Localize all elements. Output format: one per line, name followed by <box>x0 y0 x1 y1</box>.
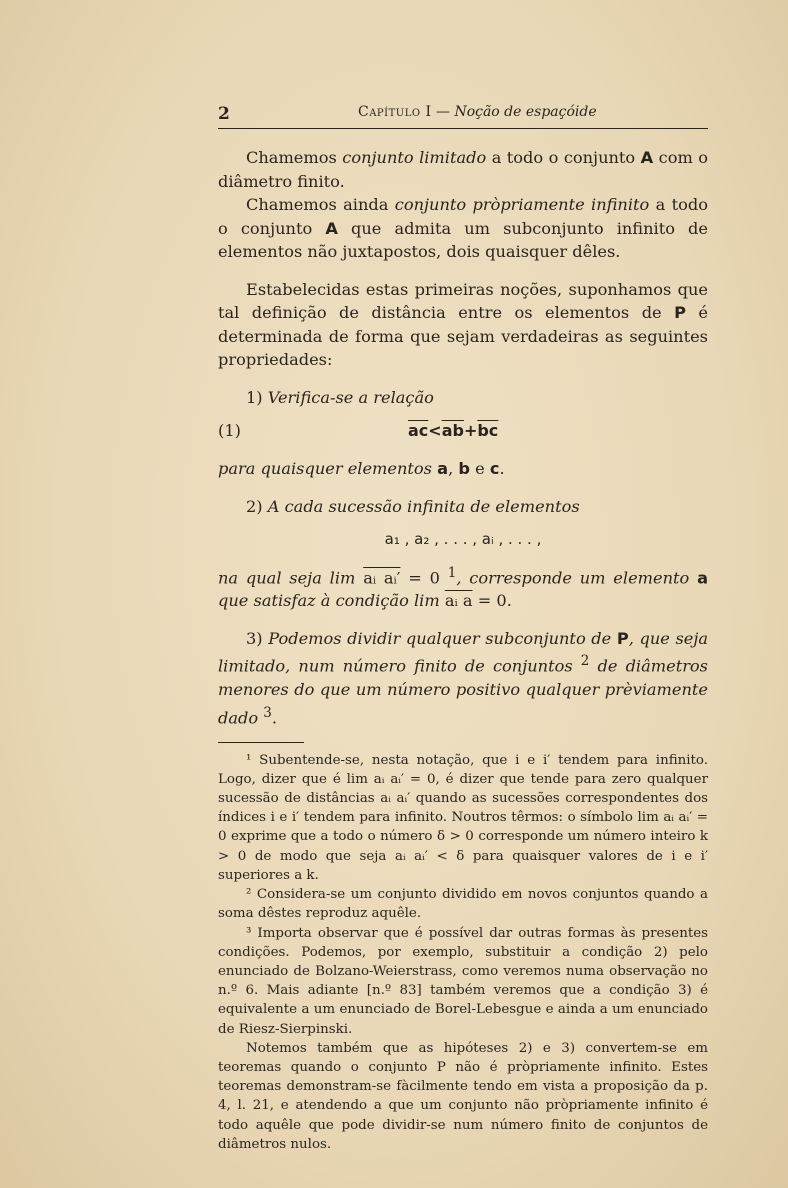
symbol-A: A <box>325 218 338 238</box>
text-run: e <box>469 459 490 478</box>
distance-bc: $\overline{bc}$ <box>477 421 499 440</box>
text-run: , <box>448 459 459 478</box>
lim-symbol: lim <box>413 591 440 611</box>
equation-1 <box>218 419 708 447</box>
text-run: , corresponde um elemento <box>456 567 698 587</box>
plus-symbol: + <box>463 421 478 440</box>
lim-symbol: lim <box>329 567 356 587</box>
footnote-3-continued: Notemos também que as hipóteses 2) e 3) convertem-se em teoremas quando o conjunto P não é pròpriamente infinito. Estes teoremas demonstram-se fàcilmente tendo em vista a proposição da p. 4, l. 21, e atendendo a que um conjunto não pròpriamente infinito é todo aquêle que pode dividir-se num número finito de conjuntos de diâmetros nulos. <box>218 1040 708 1152</box>
text-run: que satisfaz à condição <box>218 591 414 611</box>
chapter-label: Capítulo I <box>358 104 432 120</box>
symbol-c: c <box>489 459 500 478</box>
distance-ai-a: aᵢ a <box>444 591 473 611</box>
paragraph-estabelecidas <box>218 278 708 372</box>
footnote-rule <box>218 742 304 743</box>
footnote-ref-2[interactable]: 2 <box>580 653 590 670</box>
property-2-heading <box>218 495 708 519</box>
footnote-ref-3[interactable]: 3 <box>263 704 272 721</box>
text-run: . <box>499 459 505 478</box>
chapter-title: Noção de espaçóide <box>454 104 597 120</box>
symbol-a: a <box>437 459 449 478</box>
text-run: na qual seja <box>218 567 330 587</box>
text-run: a todo o conjunto <box>218 195 708 238</box>
text-run: . <box>271 708 278 728</box>
relation-symbol: < <box>428 421 442 440</box>
item-text: A cada sucessão infinita de elementos <box>267 496 580 516</box>
term-italic: conjunto pròpriamente infinito <box>394 195 650 214</box>
paragraph-quaisquer-elementos <box>218 457 708 481</box>
text-run: Podemos dividir qualquer subconjunto de <box>268 628 617 648</box>
text-run: , que seja limitado, num número finito de conjuntos <box>218 628 708 676</box>
paragraph-conjunto-limitado <box>218 146 708 193</box>
term-italic: conjunto limitado <box>342 148 487 167</box>
equation-body <box>408 421 498 440</box>
symbol-P: P <box>616 628 629 648</box>
item-number: 3) <box>246 628 269 648</box>
item-number: 2) <box>246 496 268 516</box>
property-1-heading <box>218 386 708 410</box>
symbol-A: A <box>640 148 654 167</box>
text-run: para quaisquer elementos <box>218 459 438 478</box>
footnote-3: ³ Importa observar que é possível dar outras formas às presentes condições. Podemos, por exemplo, substituir a condição 2) pelo enunciado de Bolzano-Weierstrass, como veremos numa observação no n.º 6. Mais adiante [n.º 83] também veremos que a condição 3) é equivalente a um enunciado de Borel-Lebesgue e ainda a um enunciado de Riesz-Sierpinski. <box>218 925 708 1037</box>
equation-label: (1) <box>218 421 241 440</box>
text-run: = 0. <box>472 591 512 611</box>
distance-ab: $\overline{ab}$ <box>441 421 464 440</box>
main-text <box>218 146 708 1154</box>
text-run: Chamemos ainda <box>246 195 395 214</box>
footnote-ref-1[interactable]: 1 <box>447 564 457 581</box>
sequence-display: a₁ , a₂ , . . . , aᵢ , . . . , <box>384 530 542 548</box>
text-run: com o diâmetro finito. <box>218 148 708 191</box>
running-header <box>218 98 708 129</box>
paragraph-na-qual <box>218 562 708 613</box>
distance-ac: $\overline{ac}$ <box>408 421 429 440</box>
text-run: = 0 <box>400 567 448 587</box>
footnote-1: ¹ Subentende-se, nesta notação, que i e i′ tendem para infinito. Logo, dizer que é lim aᵢ aᵢ′ = 0, é dizer que tende para zero qualquer sucessão de distâncias aᵢ aᵢ′ quando as sucessões correspondentes dos índices i e i′ tendem para infinito. Noutros têrmos: o símbolo lim aᵢ aᵢ′ = 0 exprime que a todo o número δ > 0 corresponde um número inteiro k > 0 de modo que seja aᵢ aᵢ′ < δ para quaisquer valores de i e i′ superiores a k. <box>218 752 708 883</box>
text-run: a todo o conjunto <box>486 148 641 167</box>
symbol-b: b <box>458 459 470 478</box>
property-3 <box>218 627 708 730</box>
running-title <box>358 104 597 120</box>
text-run: Chamemos <box>246 148 343 167</box>
symbol-P: P <box>674 303 686 322</box>
text-run: Estabelecidas estas primeiras noções, suponhamos que tal definição de distância entre os elementos de <box>218 279 708 322</box>
paragraph-propriamente-infinito <box>218 193 708 264</box>
item-number: 1) <box>246 387 268 407</box>
footnote-2: ² Considera-se um conjunto dividido em novos conjuntos quando a soma dêstes reproduz aquêle. <box>218 887 708 922</box>
distance-ai-ai-prime: aᵢ aᵢ′ <box>363 567 401 587</box>
header-separator: — <box>431 104 455 120</box>
text-run: de diâmetros menores do que um número positivo qualquer prèviamente dado <box>218 656 708 728</box>
text-run: que admita um subconjunto infinito de elementos não juxtapostos, dois quaisquer dêles. <box>218 218 708 261</box>
text-run: é determinada de forma que sejam verdadeiras as seguintes propriedades: <box>218 303 708 369</box>
item-text: Verifica-se a relação <box>267 387 434 407</box>
page-number: 2 <box>218 104 230 124</box>
symbol-a: a <box>697 567 708 587</box>
